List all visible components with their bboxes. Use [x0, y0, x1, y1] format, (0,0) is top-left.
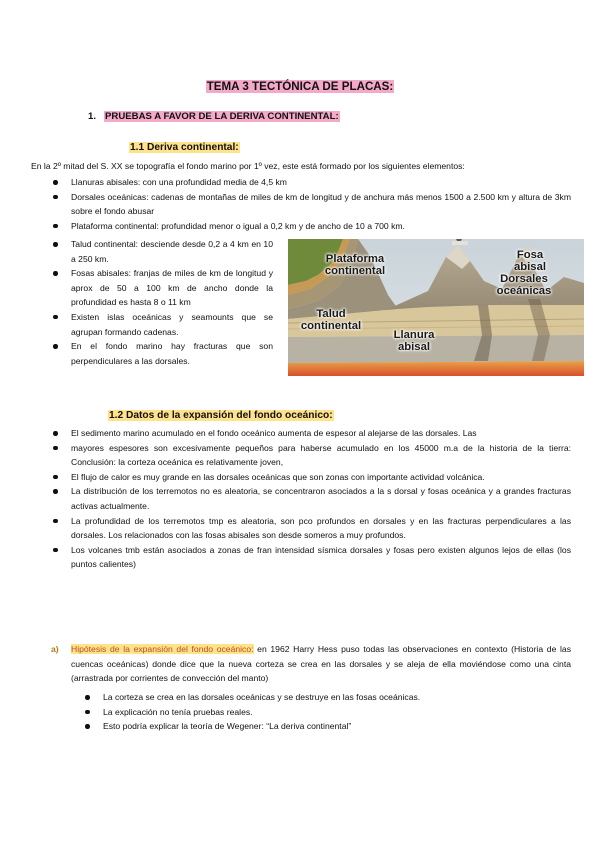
section-1-heading	[88, 110, 340, 125]
expansion-data-list	[51, 426, 571, 572]
list-item: Plataforma continental: profundidad menor o igual a 0,2 km y de ancho de 10 a 700 km.	[51, 219, 571, 234]
list-item: Dorsales oceánicas: cadenas de montañas de miles de km de longitud y de anchura más menos 1500 a 2.500 km y altura de 3km sobre el fondo abusar	[51, 190, 571, 219]
list-item: Esto podría explicar la teoría de Wegener: “La deriva continental”	[83, 719, 573, 734]
label-talud: Talud continental	[300, 308, 362, 332]
list-item: Existen islas oceánicas y seamounts que se agrupan formando cadenas.	[51, 310, 273, 339]
list-item: El flujo de calor es muy grande en las dorsales oceánicas que son zonas con importante actividad volcánica.	[51, 470, 571, 485]
list-item: En el fondo marino hay fracturas que son perpendiculares a las dorsales.	[51, 339, 273, 368]
section-1-label: PRUEBAS A FAVOR DE LA DERIVA CONTINENTAL:	[105, 111, 339, 122]
hypothesis-title: Hipótesis de la expansión del fondo oceánico:	[71, 644, 254, 654]
hypothesis-marker: a)	[51, 644, 59, 654]
label-plataforma: Plataforma continental	[324, 253, 386, 277]
intro-paragraph: En la 2º mitad del S. XX se topografía el fondo marino por 1º vez, este está formado por los siguientes elementos:	[31, 161, 465, 171]
hypothesis-paragraph	[51, 642, 571, 686]
list-item: Los volcanes tmb están asociados a zonas de fran intensidad sísmica dorsales y fosas pero existen algunos lejos de ellas (los puntos calientes)	[51, 543, 571, 572]
label-dorsales: Dorsales oceánicas	[496, 273, 552, 297]
list-item: La corteza se crea en las dorsales oceánicas y se destruye en las fosas oceánicas.	[83, 690, 573, 705]
sea-floor-elements-list	[51, 175, 571, 233]
list-item: Fosas abisales: franjas de miles de km de longitud y aprox de 50 a 100 km de ancho donde la profundidad es hasta 8 o 11 km	[51, 266, 273, 310]
ocean-floor-diagram	[288, 239, 584, 376]
hypothesis-text: en 1962 Harry Hess puso todas las observaciones en contexto (Historia de las cuencas oceánicas) donde dice que la nueva corteza se crea en las dorsales y se aleja de ella moviéndose como una cinta (arrastrada por corrientes de convección del manto)	[71, 644, 571, 684]
hypothesis-block	[51, 642, 571, 686]
hypothesis-list	[83, 690, 573, 734]
sea-floor-side-list	[51, 237, 273, 368]
label-llanura: Llanura abisal	[393, 329, 435, 353]
list-item: mayores espesores son excesivamente pequeños para haberse acumulado en los 45000 m.a de la historia de la tierra: Conclusión: la corteza oceánica es relativamente joven,	[51, 441, 571, 470]
section-1-number: 1.	[88, 111, 97, 122]
document-title: TEMA 3 TECTÓNICA DE PLACAS:	[206, 80, 394, 93]
list-item: Talud continental: desciende desde 0,2 a 4 km en 10 a 250 km.	[51, 237, 273, 266]
list-item: Llanuras abisales: con una profundidad media de 4,5 km	[51, 175, 571, 190]
list-item: La explicación no tenía pruebas reales.	[83, 705, 573, 720]
subsection-1-2-heading: 1.2 Datos de la expansión del fondo oceánico:	[109, 410, 333, 421]
list-item: El sedimento marino acumulado en el fondo oceánico aumenta de espesor al alejarse de las dorsales. Las	[51, 426, 571, 441]
subsection-1-1-heading: 1.1 Deriva continental:	[130, 142, 239, 153]
label-fosa: Fosa abisal	[513, 249, 547, 273]
list-item: La profundidad de los terremotos tmp es aleatoria, son pco profundos en dorsales y en las fracturas perpendiculares a las dorsales. Los relacionados con las fosas abisales son desde someros a muy profundos.	[51, 514, 571, 543]
list-item: La distribución de los terremotos no es aleatoria, se concentraron asociados a la s dorsal y fosas oceánica y a grandes fracturas activas actualmente.	[51, 484, 571, 513]
